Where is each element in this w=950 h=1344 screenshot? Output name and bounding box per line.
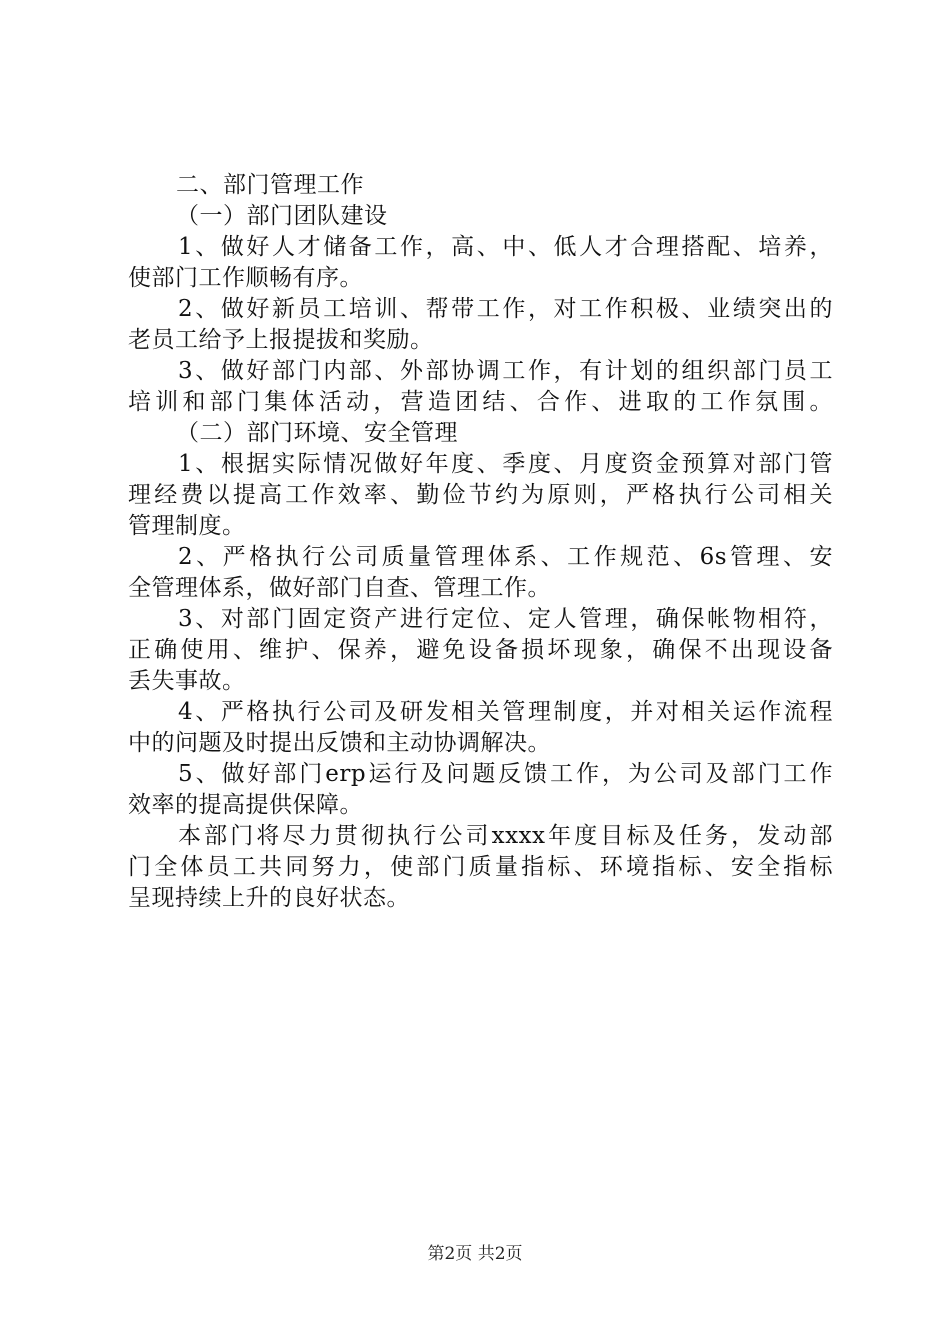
paragraph-line: 效率的提高提供保障。: [128, 792, 363, 818]
document-body: [128, 170, 833, 914]
paragraph-line: 5、做好部门erp运行及问题反馈工作，为公司及部门工作: [178, 761, 833, 787]
subsection-heading: （二）部门环境、安全管理: [176, 420, 458, 446]
paragraph-line: 1、根据实际情况做好年度、季度、月度资金预算对部门管: [178, 451, 833, 477]
paragraph-line: 2、做好新员工培训、帮带工作，对工作积极、业绩突出的: [178, 296, 833, 322]
paragraph-line: 老员工给予上报提拔和奖励。: [128, 327, 434, 353]
paragraph-line: 1、做好人才储备工作，高、中、低人才合理搭配、培养，: [178, 234, 833, 260]
paragraph-line: 管理制度。: [128, 513, 246, 539]
paragraph-line: 2、严格执行公司质量管理体系、工作规范、6s管理、安: [178, 544, 833, 570]
paragraph-line: 培训和部门集体活动，营造团结、合作、进取的工作氛围。: [128, 389, 833, 415]
paragraph-line: 本部门将尽力贯彻执行公司xxxx年度目标及任务，发动部: [178, 823, 833, 849]
paragraph-line: 呈现持续上升的良好状态。: [128, 885, 410, 911]
paragraph-line: 中的问题及时提出反馈和主动协调解决。: [128, 730, 551, 756]
subsection-heading: （一）部门团队建设: [176, 203, 388, 229]
paragraph-line: 全管理体系，做好部门自查、管理工作。: [128, 575, 551, 601]
paragraph-line: 理经费以提高工作效率、勤俭节约为原则，严格执行公司相关: [128, 482, 833, 508]
paragraph-line: 使部门工作顺畅有序。: [128, 265, 363, 291]
paragraph-line: 丢失事故。: [128, 668, 246, 694]
section-heading: 二、部门管理工作: [176, 172, 364, 198]
paragraph-line: 3、对部门固定资产进行定位、定人管理，确保帐物相符，: [178, 606, 833, 632]
paragraph-line: 3、做好部门内部、外部协调工作，有计划的组织部门员工: [178, 358, 833, 384]
page-footer: 第2页 共2页: [427, 1244, 523, 1264]
paragraph-line: 4、严格执行公司及研发相关管理制度，并对相关运作流程: [178, 699, 833, 725]
paragraph-line: 正确使用、维护、保养，避免设备损坏现象，确保不出现设备: [128, 637, 833, 663]
paragraph-line: 门全体员工共同努力，使部门质量指标、环境指标、安全指标: [128, 854, 833, 880]
